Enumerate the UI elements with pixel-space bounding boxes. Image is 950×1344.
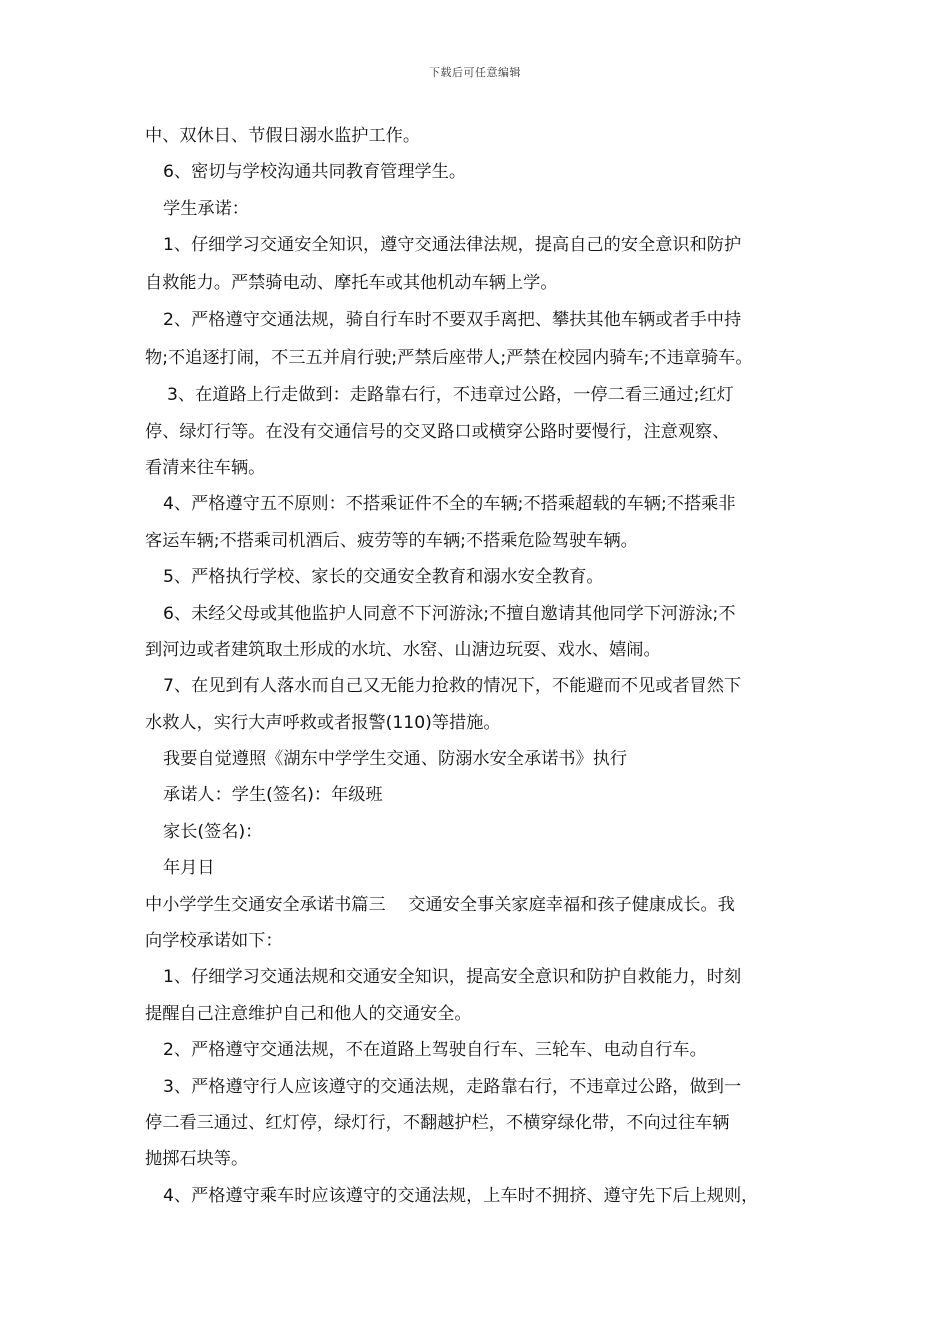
text-line: 向学校承诺如下： xyxy=(145,931,283,952)
text-line: 3、严格遵守行人应该遵守的交通法规，走路靠右行，不违章过公路，做到一 xyxy=(163,1076,742,1097)
text-line: 6、未经父母或其他监护人同意不下河游泳;不擅自邀请其他同学下河游泳;不 xyxy=(163,603,736,624)
text-line: 2、严格遵守交通法规，不在道路上驾驶自行车、三轮车、电动自行车。 xyxy=(163,1040,707,1061)
text-line: 水救人，实行大声呼救或者报警(110)等措施。 xyxy=(145,712,501,733)
text-line: 承诺人：学生(签名)：年级班 xyxy=(163,785,383,806)
text-line: 客运车辆;不搭乘司机酒后、疲劳等的车辆;不搭乘危险驾驶车辆。 xyxy=(145,530,638,551)
text-line: 3、在道路上行走做到：走路靠右行，不违章过公路，一停二看三通过;红灯 xyxy=(167,385,734,406)
text-line: 中小学学生交通安全承诺书篇三 交通安全事关家庭幸福和孩子健康成长。我 xyxy=(145,894,735,915)
text-line: 4、严格遵守五不原则：不搭乘证件不全的车辆;不搭乘超载的车辆;不搭乘非 xyxy=(163,494,736,515)
text-line: 提醒自己注意维护自己和他人的交通安全。 xyxy=(145,1003,472,1024)
text-line: 年月日 xyxy=(163,858,215,879)
text-line: 我要自觉遵照《湖东中学学生交通、防溺水安全承诺书》执行 xyxy=(163,749,628,770)
text-line: 4、严格遵守乘车时应该遵守的交通法规，上车时不拥挤、遵守先下后上规则， xyxy=(163,1185,759,1206)
text-line: 1、仔细学习交通法规和交通安全知识，提高安全意识和防护自救能力，时刻 xyxy=(163,967,742,988)
text-line: 学生承诺： xyxy=(163,198,249,219)
text-line: 中、双休日、节假日溺水监护工作。 xyxy=(145,126,421,146)
text-line: 5、严格执行学校、家长的交通安全教育和溺水安全教育。 xyxy=(163,567,604,588)
text-line: 物;不追逐打闹，不三五并肩行驶;严禁后座带人;严禁在校园内骑车;不违章骑车。 xyxy=(145,347,753,368)
text-line: 6、密切与学校沟通共同教育管理学生。 xyxy=(163,162,467,183)
text-line: 到河边或者建筑取土形成的水坑、水窑、山溏边玩耍、戏水、嬉闹。 xyxy=(145,639,661,660)
text-line: 停二看三通过、红灯停，绿灯行，不翻越护栏，不横穿绿化带，不向过往车辆 xyxy=(145,1112,730,1133)
text-line: 看清来往车辆。 xyxy=(145,457,266,478)
text-line: 家长(签名)： xyxy=(163,821,263,842)
text-line: 1、仔细学习交通安全知识，遵守交通法律法规，提高自己的安全意识和防护 xyxy=(163,235,742,256)
text-line: 2、严格遵守交通法规，骑自行车时不要双手离把、攀扶其他车辆或者手中持 xyxy=(163,310,742,331)
page-header: 下载后可任意编辑 xyxy=(429,66,521,79)
text-line: 自救能力。严禁骑电动、摩托车或其他机动车辆上学。 xyxy=(145,272,558,293)
text-line: 停、绿灯行等。在没有交通信号的交叉路口或横穿公路时要慢行，注意观察、 xyxy=(145,421,730,442)
text-line: 抛掷石块等。 xyxy=(145,1149,249,1170)
document-body xyxy=(145,118,821,1214)
text-line: 7、在见到有人落水而自己又无能力抢救的情况下，不能避而不见或者冒然下 xyxy=(163,676,742,697)
